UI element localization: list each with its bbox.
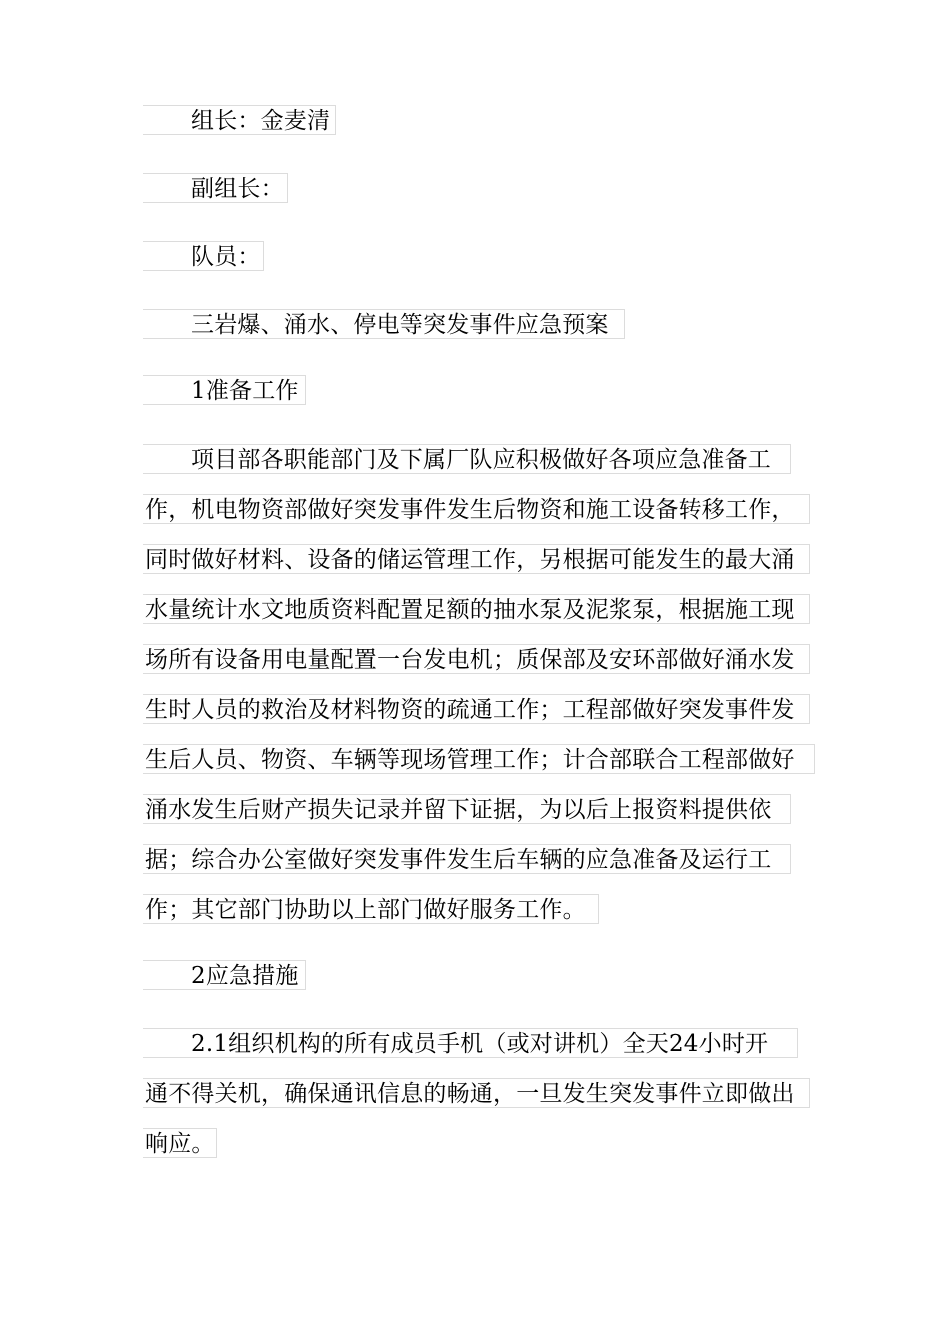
paragraph-line: 场所有设备用电量配置一台发电机；质保部及安环部做好涌水发 [143,644,810,674]
paragraph-line: 响应。 [143,1128,217,1158]
paragraph-line: 作；其它部门协助以上部门做好服务工作。 [143,894,599,924]
paragraph-line: 同时做好材料、设备的储运管理工作，另根据可能发生的最大涌 [143,544,810,574]
paragraph-line: 生后人员、物资、车辆等现场管理工作；计合部联合工程部做好 [143,744,815,774]
paragraph-line: 作，机电物资部做好突发事件发生后物资和施工设备转移工作， [143,494,810,524]
paragraph-line: 2.1组织机构的所有成员手机（或对讲机）全天24小时开 [143,1028,798,1058]
paragraph-line: 项目部各职能部门及下属厂队应积极做好各项应急准备工 [143,444,791,474]
paragraph-line: 生时人员的救治及材料物资的疏通工作；工程部做好突发事件发 [143,694,810,724]
group-leader-line: 组长：金麦清 [143,105,336,135]
paragraph-line: 据；综合办公室做好突发事件发生后车辆的应急准备及运行工 [143,844,791,874]
deputy-leader-line: 副组长： [143,173,288,203]
paragraph-line: 通不得关机，确保通讯信息的畅通，一旦发生突发事件立即做出 [143,1078,810,1108]
subheading-emergency-measures: 2应急措施 [143,960,306,990]
paragraph-line: 涌水发生后财产损失记录并留下证据，为以后上报资料提供依 [143,794,791,824]
section-heading: 三岩爆、涌水、停电等突发事件应急预案 [143,309,625,339]
members-line: 队员： [143,241,264,271]
paragraph-line: 水量统计水文地质资料配置足额的抽水泵及泥浆泵，根据施工现 [143,594,810,624]
subheading-preparation: 1准备工作 [143,375,306,405]
